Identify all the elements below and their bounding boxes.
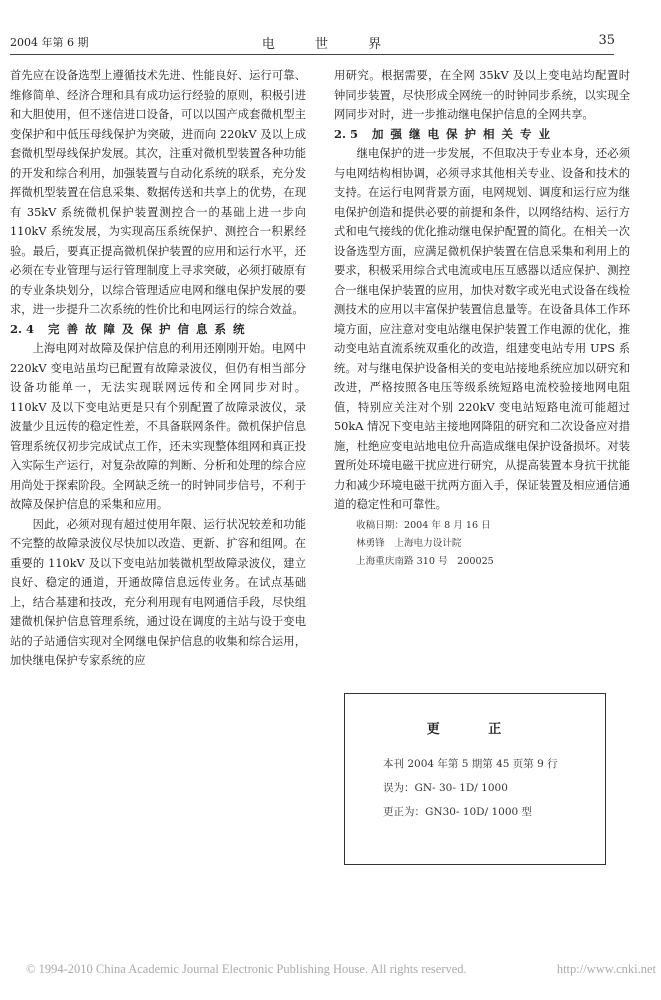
erratum-box	[344, 693, 606, 865]
issue-label: 2004 年第 6 期	[10, 36, 89, 49]
section-title: 加强继电保护相关专业	[372, 126, 558, 141]
paragraph: 因此，必须对现有超过使用年限、运行状况较差和功能不完整的故障录波仪尽快加以改造、更新、扩容和组网。在重要的 110kV 及以下变电站加装微机型故障录波仪，建立良好、稳定的通道，开通故障信息远传业务。在试点基础上，结合基建和技改，充分利用现有电网通信手段，尽快组建微机保护信息管理系统，通过设在调度的主站与设于变电站的子站通信实现对全网继电保护信息的收集和综合运用，加快继电保护专家系统的应	[10, 517, 306, 667]
paragraph: 上海电网对故障及保护信息的利用还刚刚开始。电网中 220kV 变电站虽均已配置有故障录波仪，但仍有相当部分设备功能单一，无法实现联网远传和全网同步对时。110kV 及以下变电站更是只有个别配置了故障录波仪，录波量少且远传的稳定性差，不具备联网条件。微机保护信息管理系统仅初步完成试点工作，还未实现整体组网和真正投入实际生产运行，对复杂故障的判断、分析和处理的综合应用尚处于探索阶段。全网缺乏统一的时钟同步信号，不利于故障及保护信息的采集和应用。	[10, 342, 306, 511]
paragraph: 首先应在设备选型上遵循技术先进、性能良好、运行可靠、维修简单、经济合理和具有成功运行经验的原则，积极引进和大胆使用，但不迷信进口设备，可以以国产成套微机型主变保护和中低压母线保护为突破，进而向 220kV 及以上成套微机型母线保护发展。其次，注重对微机型装置各种功能的开发和综合利用，加强装置与自动化系统的联系，充分发挥微机型装置在信息采集、数据传送和共享上的优势，在现有 35kV 系统微机保护装置测控合一的基础上进一步向 110kV 系统发展，为实现高压系统保护、测控合一积累经验。最后，要真正提高微机保护装置的应用和运行水平，还必须在专业管理与运行管理制度上寻求突破，必须打破原有的专业条块划分，以综合管理适应电网和继电保护发展的要求，进一步提升二次系统的性价比和电网运行的综合效益。	[10, 69, 306, 316]
paragraph: 用研究。根据需要，在全网 35kV 及以上变电站均配置时钟同步装置，尽快形成全网统一的时钟同步系统，以实现全网同步对时，进一步推动继电保护信息的全网共享。	[334, 69, 630, 121]
section-heading	[10, 320, 306, 340]
journal-title: 电 世 界	[261, 37, 400, 52]
paragraph: 继电保护的进一步发展，不但取决于专业本身，还必须与电网结构相协调，必须寻求其他相关专业、设备和技术的支持。在运行电网背景方面，电网规划、调度和运行应为继电保护创造和提供必要的前提和条件，以网络结构、运行方式和电气接线的优化推动继电保护配置的简化。在相关一次设备选型方面，应满足微机保护装置在信息采集和利用上的要求，积极采用综合式电流或电压互感器以适应保护、测控合一继电保护装置的应用，加快对数字或光电式设备在线检测技术的应用以丰富保护装置信息量等。在设备具体工作环境方面，应注意对变电站继电保护装置工作电源的优化，推动变电站直流系统双重化的改造，组建变电站专用 UPS 系统。对与继电保护设备相关的变电站接地系统应加以研究和改进，严格按照各电压等级系统短路电流校验接地网电阻值，特别应关注对个别 220kV 变电站短路电流可能超过 50kA 情况下变电站主接地网降阻的研究和二次设备应对措施，杜绝应变电站地电位升高造成继电保护设备损坏。对装置所处环境电磁干扰应进行研究，从提高装置本身抗干扰能力和减少环境电磁干扰两方面入手，保证装置及相应通信通道的稳定性和可靠性。	[334, 147, 630, 511]
received-info	[334, 517, 630, 571]
received-date: 收稿日期：2004 年 8 月 16 日	[356, 519, 491, 531]
page-number: 35	[598, 33, 615, 48]
author-address: 上海重庆南路 310 号 200025	[356, 555, 494, 567]
right-column	[334, 66, 630, 571]
erratum-reference: 本刊 2004 年第 5 期第 45 页第 9 行	[383, 758, 558, 770]
footer-url: http://www.cnki.net	[556, 962, 656, 976]
header-rule	[10, 54, 614, 55]
section-number: 2. 5	[334, 126, 359, 141]
section-number: 2. 4	[10, 321, 35, 336]
left-column	[10, 66, 306, 671]
erratum-title: 更 正	[426, 722, 524, 737]
copyright-notice: © 1994-2010 China Academic Journal Electronic Publishing House. All rights reserved.	[26, 962, 467, 976]
author-affiliation: 林勇锋 上海电力设计院	[356, 537, 462, 549]
section-title: 完善故障及保护信息系统	[48, 321, 252, 336]
section-heading	[334, 125, 630, 145]
erratum-wrong: 误为：GN- 30- 1D/ 1000	[383, 782, 508, 794]
page-header	[0, 0, 661, 56]
erratum-correct: 更正为：GN30- 10D/ 1000 型	[383, 806, 533, 818]
